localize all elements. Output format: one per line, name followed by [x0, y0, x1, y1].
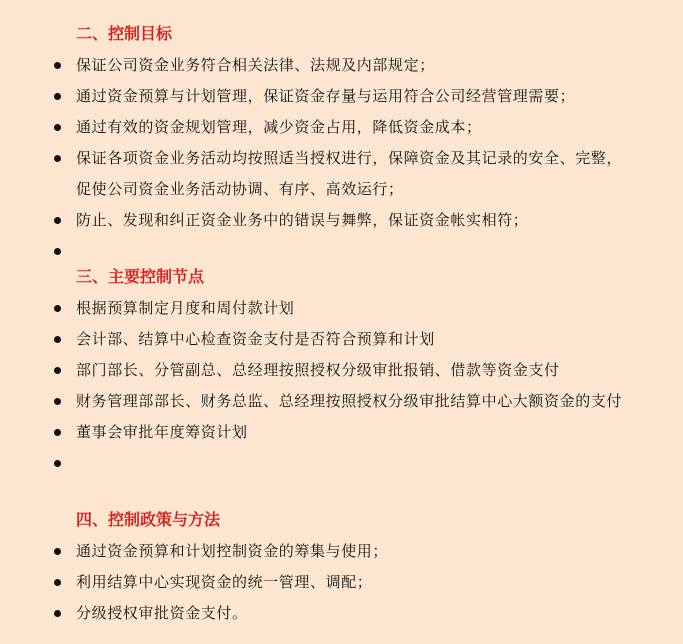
list-item: 分级授权审批资金支付。: [0, 598, 683, 629]
policies-methods-list: [0, 536, 683, 629]
section-heading-key-control-points: 三、主要控制节点: [76, 267, 205, 286]
list-item: 会计部、结算中心检查资金支付是否符合预算和计划: [0, 324, 683, 355]
bullet-icon: [54, 124, 61, 131]
bullet-icon: [54, 460, 61, 467]
list-item: 根据预算制定月度和周付款计划: [0, 293, 683, 324]
bullet-icon: [54, 548, 61, 555]
section-heading-control-objectives: 二、控制目标: [76, 24, 173, 43]
bullet-icon: [54, 336, 61, 343]
list-item: 保证各项资金业务活动均按照适当授权进行，保障资金及其记录的安全、完整，促使公司资金业务活动协调、有序、高效运行；: [0, 143, 683, 205]
bullet-icon: [54, 217, 61, 224]
bullet-icon: [54, 398, 61, 405]
bullet-icon: [54, 155, 61, 162]
control-objectives-list: [0, 50, 683, 267]
bullet-icon: [54, 429, 61, 436]
list-item: 董事会审批年度筹资计划: [0, 417, 683, 448]
list-item-empty: [0, 448, 683, 479]
list-item: 防止、发现和纠正资金业务中的错误与舞弊，保证资金帐实相符；: [0, 205, 683, 236]
list-item: 保证公司资金业务符合相关法律、法规及内部规定；: [0, 50, 683, 81]
bullet-icon: [54, 93, 61, 100]
bullet-icon: [54, 579, 61, 586]
bullet-icon: [54, 305, 61, 312]
key-control-points-list: [0, 293, 683, 479]
bullet-icon: [54, 367, 61, 374]
bullet-icon: [54, 610, 61, 617]
list-item: 通过有效的资金规划管理，减少资金占用，降低资金成本；: [0, 112, 683, 143]
bullet-icon: [54, 248, 61, 255]
list-item: 财务管理部部长、财务总监、总经理按照授权分级审批结算中心大额资金的支付: [0, 386, 683, 417]
list-item: 利用结算中心实现资金的统一管理、调配；: [0, 567, 683, 598]
list-item: 部门部长、分管副总、总经理按照授权分级审批报销、借款等资金支付: [0, 355, 683, 386]
bullet-icon: [54, 62, 61, 69]
list-item: 通过资金预算和计划控制资金的筹集与使用；: [0, 536, 683, 567]
list-item: 通过资金预算与计划管理，保证资金存量与运用符合公司经营管理需要；: [0, 81, 683, 112]
section-heading-policies-methods: 四、控制政策与方法: [76, 510, 221, 529]
